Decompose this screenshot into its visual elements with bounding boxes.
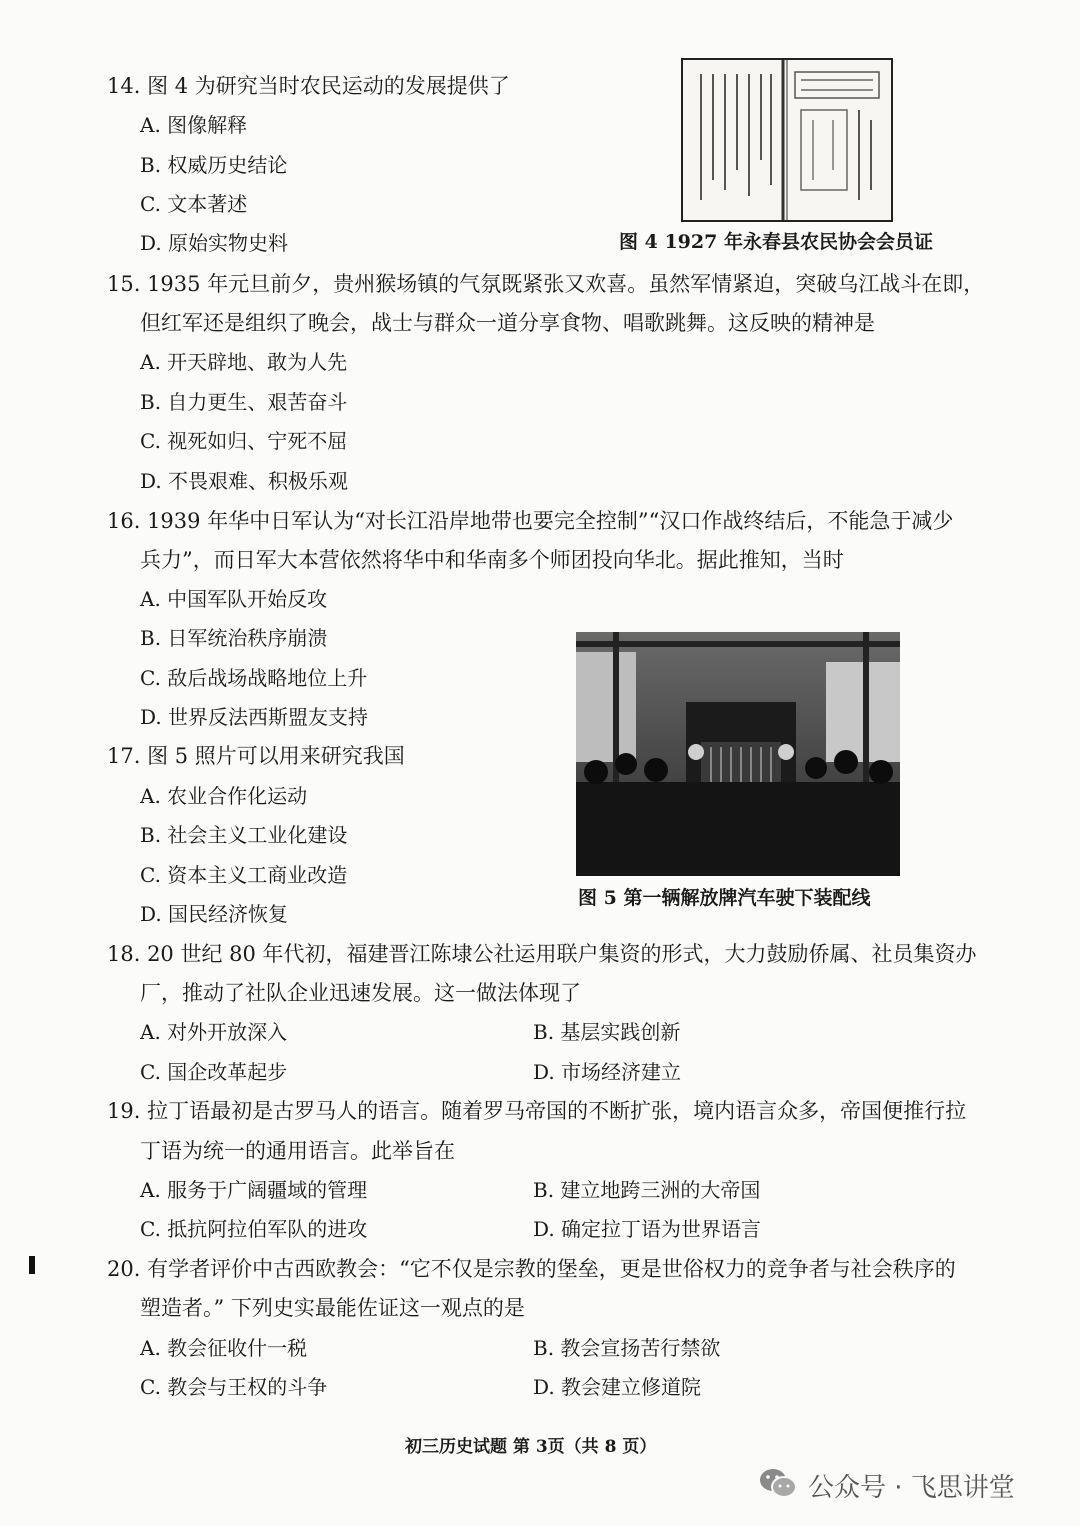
question-18-stem-line-1: 18. 20 世纪 80 年代初，福建晋江陈埭公社运用联户集资的形式，大力鼓励侨属、社员集资办: [107, 942, 977, 966]
q18-option-d: D. 市场经济建立: [533, 1060, 682, 1084]
q18-option-b: B. 基层实践创新: [533, 1020, 681, 1044]
q19-option-a: A. 服务于广阔疆域的管理: [140, 1178, 368, 1202]
q14-option-b: B. 权威历史结论: [140, 153, 288, 177]
q19-option-b: B. 建立地跨三洲的大帝国: [533, 1178, 761, 1202]
question-15-stem-line-2: 但红军还是组织了晚会，战士与群众一道分享食物、唱歌跳舞。这反映的精神是: [140, 311, 875, 335]
q20-option-d: D. 教会建立修道院: [533, 1375, 702, 1399]
question-18-stem-line-2: 厂，推动了社队企业迅速发展。这一做法体现了: [140, 981, 581, 1005]
q18-option-c: C. 国企改革起步: [140, 1060, 288, 1084]
q20-option-a: A. 教会征收什一税: [140, 1336, 308, 1360]
question-16-stem-line-1: 16. 1939 年华中日军认为“对长江沿岸地带也要完全控制”“汉口作战终结后，不能急于减少: [107, 509, 954, 533]
q17-option-b: B. 社会主义工业化建设: [140, 823, 348, 847]
truck-photo-drawing: [576, 632, 900, 876]
q14-option-d: D. 原始实物史料: [140, 231, 289, 255]
q20-option-c: C. 教会与王权的斗争: [140, 1375, 328, 1399]
q16-option-c: C. 敌后战场战略地位上升: [140, 666, 368, 690]
q15-option-c: C. 视死如归、宁死不屈: [140, 429, 348, 453]
q15-option-d: D. 不畏艰难、积极乐观: [140, 469, 349, 493]
question-19-stem-line-2: 丁语为统一的通用语言。此举旨在: [140, 1139, 455, 1163]
q16-option-a: A. 中国军队开始反攻: [140, 587, 328, 611]
q17-option-d: D. 国民经济恢复: [140, 902, 289, 926]
q19-option-c: C. 抵抗阿拉伯军队的进攻: [140, 1217, 368, 1241]
question-16-stem-line-2: 兵力”，而日军大本营依然将华中和华南多个师团投向华北。据此推知，当时: [140, 548, 844, 572]
question-14-stem: 14. 图 4 为研究当时农民运动的发展提供了: [107, 74, 510, 98]
page-footer: 初三历史试题 第 3页（共 8 页）: [405, 1437, 657, 1457]
figure-5-caption: 图 5 第一辆解放牌汽车驶下装配线: [578, 887, 871, 909]
question-19-stem-line-1: 19. 拉丁语最初是古罗马人的语言。随着罗马帝国的不断扩张，境内语言众多，帝国便推行拉: [107, 1099, 967, 1123]
q20-option-b: B. 教会宣扬苦行禁欲: [533, 1336, 721, 1360]
q17-option-c: C. 资本主义工商业改造: [140, 863, 348, 887]
figure-5-truck-photo: [576, 632, 900, 876]
question-20-stem-line-1: 20. 有学者评价中古西欧教会：“它不仅是宗教的堡垒，更是世俗权力的竞争者与社会秩序的: [107, 1257, 956, 1281]
q18-option-a: A. 对外开放深入: [140, 1020, 288, 1044]
question-17-stem: 17. 图 5 照片可以用来研究我国: [107, 744, 405, 768]
q15-option-b: B. 自力更生、艰苦奋斗: [140, 390, 348, 414]
q14-option-c: C. 文本著述: [140, 192, 248, 216]
q19-option-d: D. 确定拉丁语为世界语言: [533, 1217, 762, 1241]
q16-option-d: D. 世界反法西斯盟友支持: [140, 705, 369, 729]
certificate-drawing: [683, 60, 891, 220]
q17-option-a: A. 农业合作化运动: [140, 784, 308, 808]
margin-mark: [29, 1256, 35, 1274]
q14-option-a: A. 图像解释: [140, 113, 248, 137]
question-15-stem-line-1: 15. 1935 年元旦前夕，贵州猴场镇的气氛既紧张又欢喜。虽然军情紧迫，突破乌江战斗在即，: [107, 272, 985, 296]
figure-4-caption: 图 4 1927 年永春县农民协会会员证: [619, 231, 933, 253]
figure-4-certificate-image: [681, 58, 893, 222]
watermark: [758, 1466, 1015, 1504]
q16-option-b: B. 日军统治秩序崩溃: [140, 626, 328, 650]
watermark-text: 公众号 · 飞思讲堂: [808, 1472, 1015, 1503]
question-20-stem-line-2: 塑造者。” 下列史实最能佐证这一观点的是: [140, 1296, 525, 1320]
q15-option-a: A. 开天辟地、敢为人先: [140, 350, 348, 374]
wechat-icon: [758, 1466, 798, 1504]
